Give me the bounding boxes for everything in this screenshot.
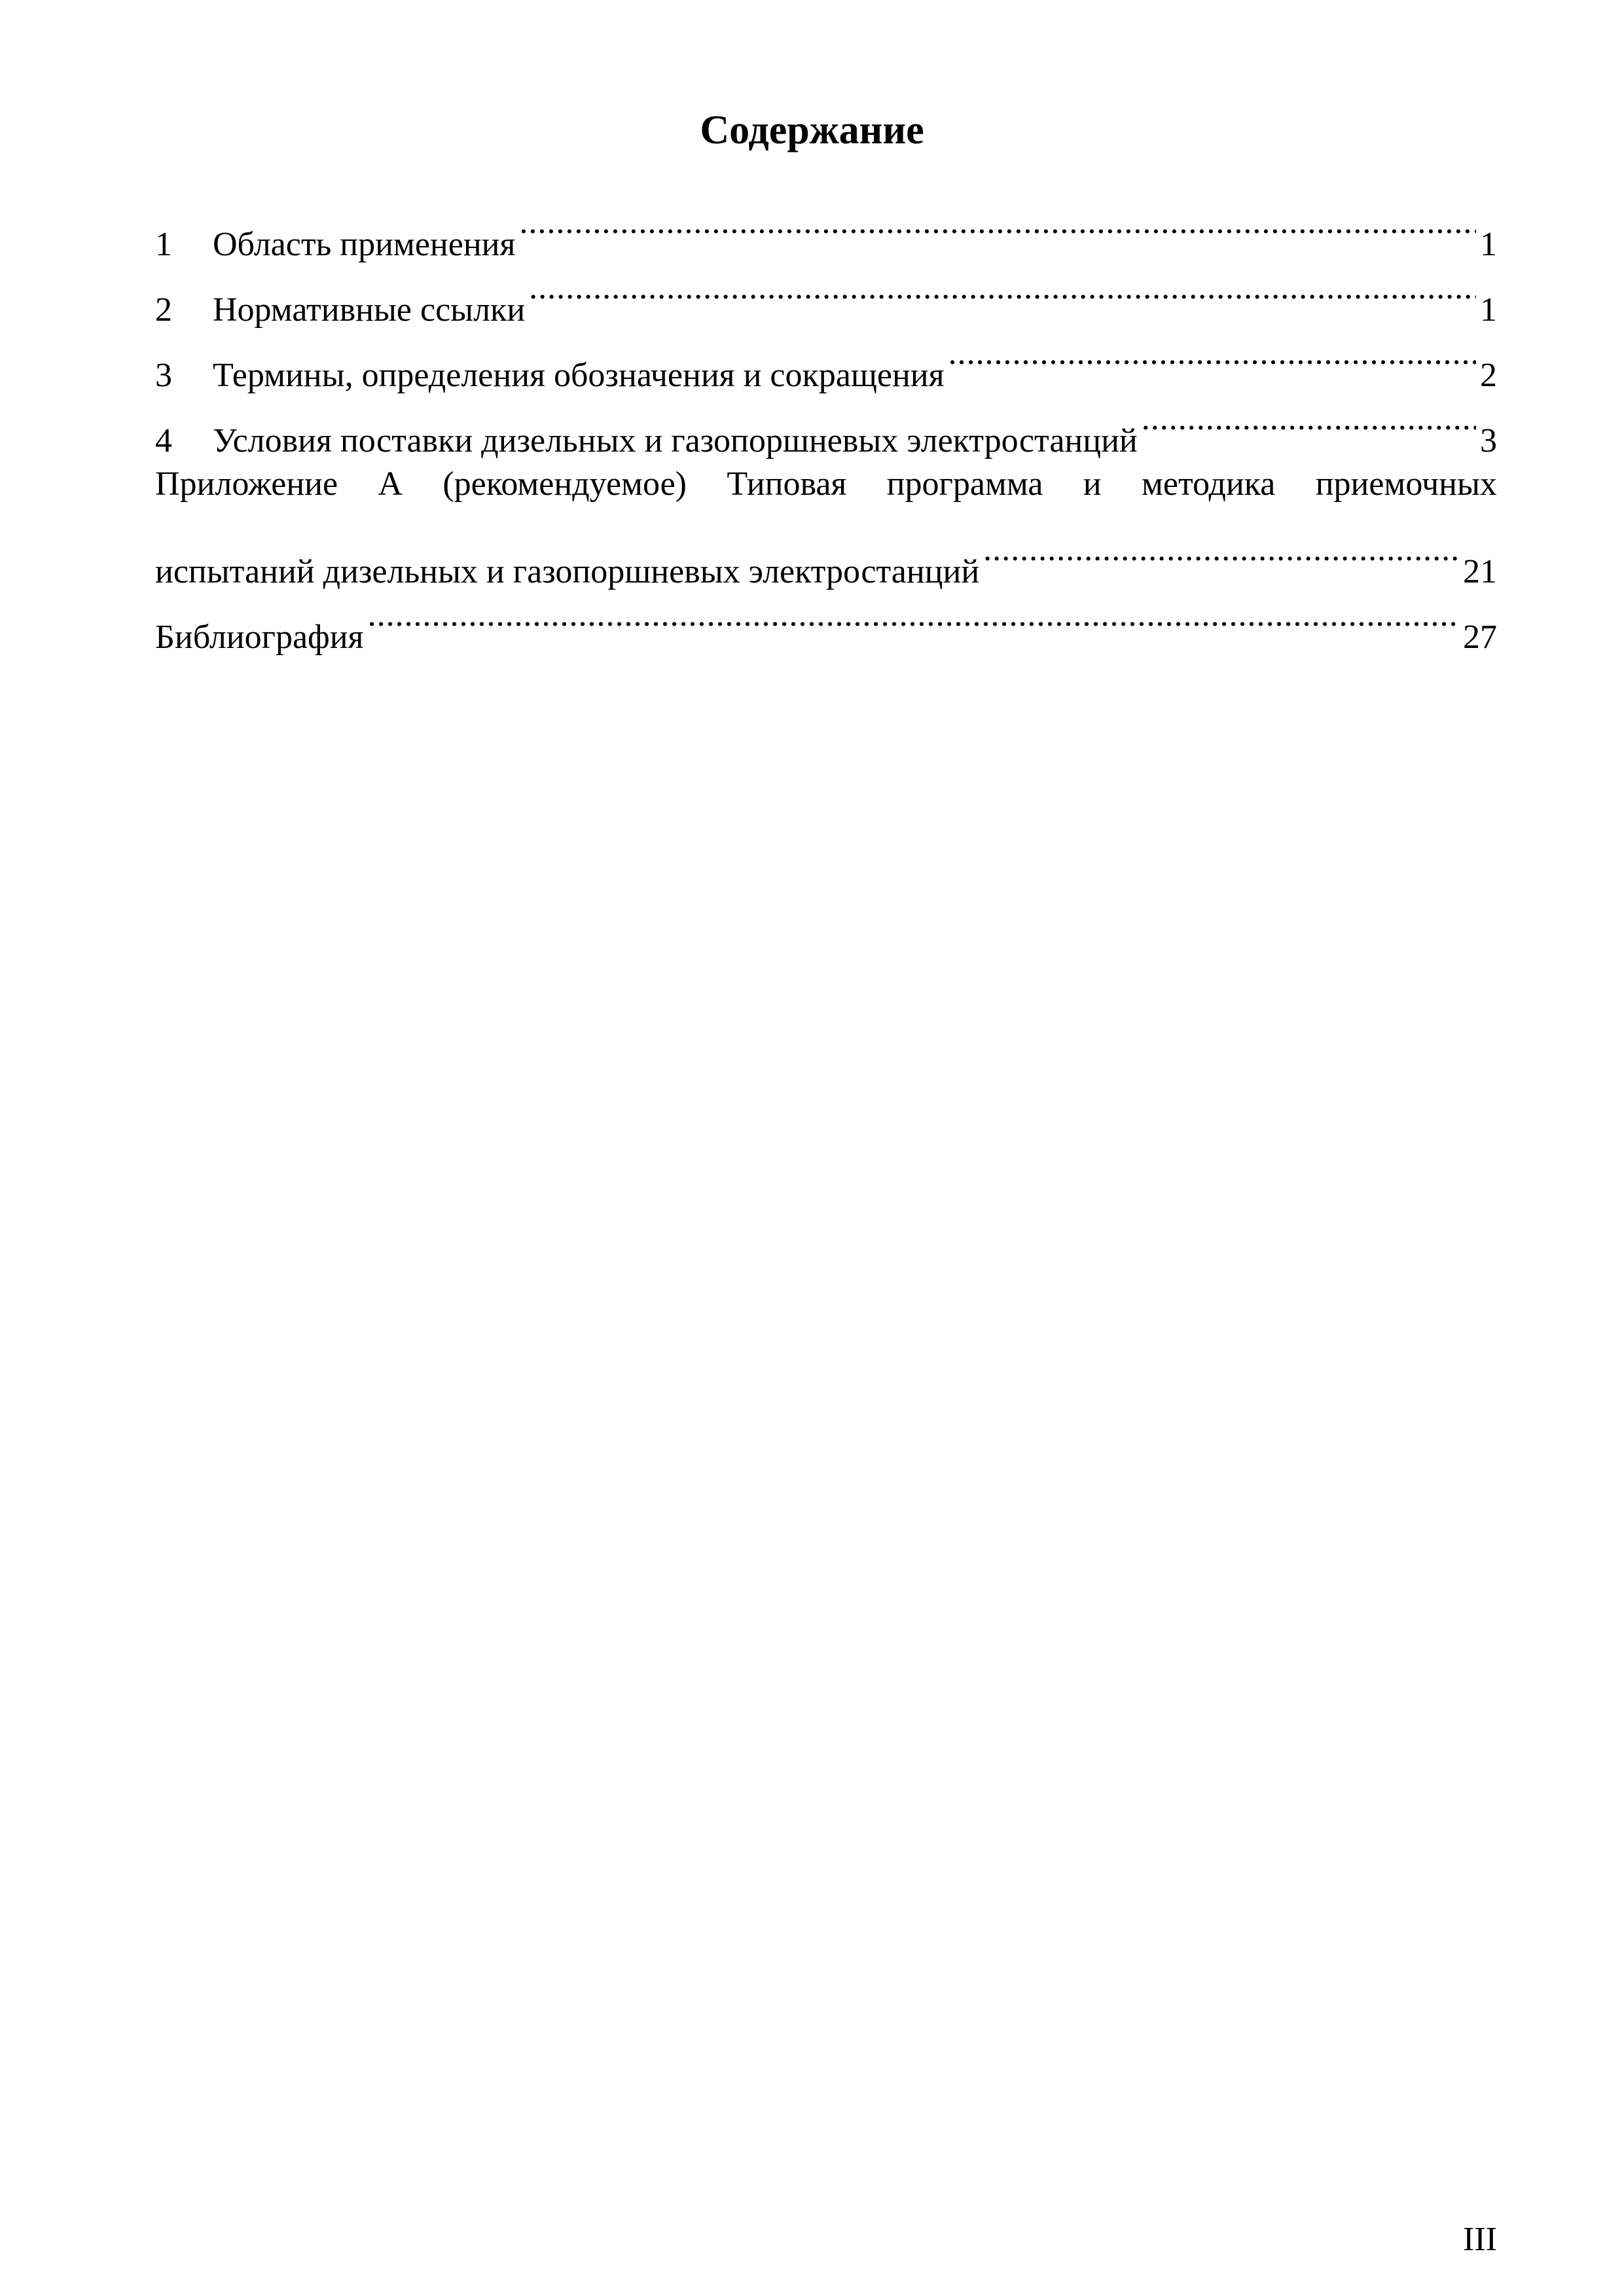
appendix-word: Приложение [155,465,338,503]
appendix-word: методика [1141,465,1276,503]
toc-dot-leader [529,255,1476,321]
toc-appendix-page: 21 [1463,553,1497,590]
appendix-word: Типовая [727,465,847,503]
toc-item-number: 4 [155,422,172,459]
toc-dot-leader [983,517,1459,583]
toc-bibliography-title: Библиография [155,619,364,656]
page-title: Содержание [700,108,924,152]
toc-bibliography[interactable] [155,583,1497,656]
toc-item-page: 1 [1480,226,1497,263]
toc-appendix-line1[interactable] [155,452,1497,517]
toc-dot-leader [948,321,1476,386]
toc-item-1[interactable] [155,190,1497,263]
toc-item-number: 1 [155,226,172,263]
toc-appendix-title-continued: испытаний дизельных и газопоршневых электростанций [155,553,980,590]
toc-dot-leader [367,583,1459,648]
page-number: III [1463,2221,1497,2258]
toc-item-3[interactable] [155,321,1497,394]
toc-dot-leader [1142,386,1476,452]
toc-item-2[interactable] [155,255,1497,329]
toc-item-number: 3 [155,357,172,394]
toc-item-page: 1 [1480,291,1497,329]
toc-item-title: Условия поставки дизельных и газопоршневых электростанций [213,422,1138,459]
toc-item-page: 2 [1480,357,1497,394]
toc-item-4[interactable] [155,386,1497,459]
appendix-word: А [378,465,403,503]
toc-item-title: Область применения [213,226,516,263]
toc-item-page: 3 [1480,422,1497,459]
toc-item-title: Термины, определения обозначения и сокращения [213,357,945,394]
appendix-word: приемочных [1315,465,1497,503]
toc-dot-leader [519,190,1476,255]
toc-bibliography-page: 27 [1463,619,1497,656]
appendix-word: программа [886,465,1043,503]
toc-item-title: Нормативные ссылки [213,291,526,329]
appendix-word: (рекомендуемое) [442,465,687,503]
toc-item-number: 2 [155,291,172,329]
appendix-word: и [1083,465,1102,503]
toc-appendix-line2[interactable] [155,517,1497,590]
